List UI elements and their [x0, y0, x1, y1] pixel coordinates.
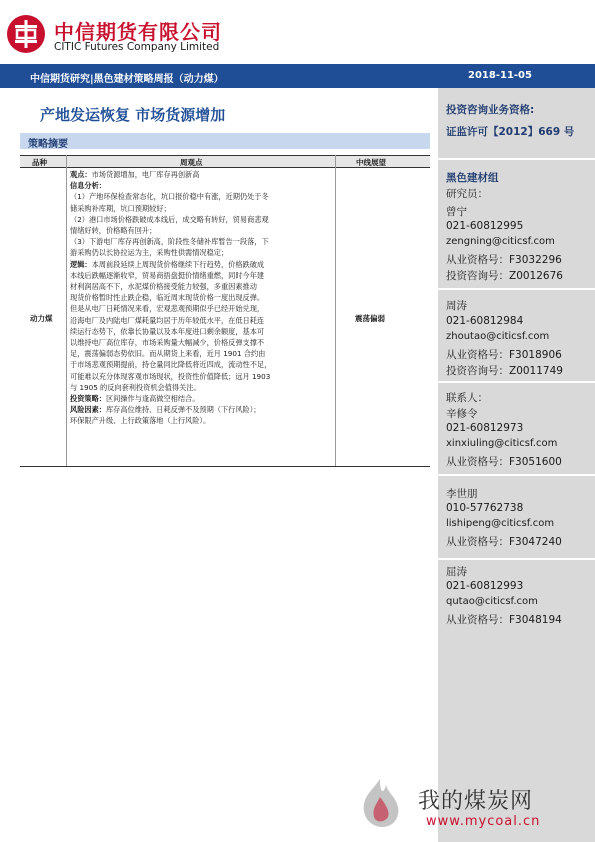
contact-cert: 从业资格号：F3047240	[446, 536, 562, 548]
sidebar	[438, 88, 595, 842]
weekly-view-line-text: 现货价格暂时性止跌企稳，临近周末现货价格一度出现反弹。	[70, 293, 265, 303]
weekly-view-line-text: （3）下游电厂库存再创新高，阶段性冬储补库暂告一段落，下	[70, 237, 269, 247]
report-date: 2018-11-05	[468, 70, 532, 81]
weekly-view-line-text: 于市场悲观预期提前，持仓量同比降低将近四成，流动性不足，	[70, 360, 272, 370]
column-header-weekly-view: 周观点	[180, 158, 203, 167]
weekly-view-line-text: 市场货源增加，电厂库存再创新高	[91, 170, 200, 179]
weekly-view-line	[70, 192, 269, 201]
weekly-view-line	[70, 304, 264, 313]
weekly-view-line	[70, 226, 156, 235]
researcher-cert: 从业资格号：F3018906	[446, 349, 562, 361]
column-header-variety: 品种	[32, 158, 47, 167]
weekly-view-line-text: （1）产地环保检查常态化，坑口报价稳中有涨，近期仍处于冬	[70, 192, 269, 202]
sidebar-divider	[438, 474, 595, 476]
weekly-view-line-text: 本线后跌幅逐渐收窄，贸易商捂盘挺价情绪重燃，同时今年建	[70, 270, 265, 280]
weekly-view-line	[70, 338, 264, 347]
weekly-view-line	[70, 181, 106, 190]
weekly-view-line-text: 足，震荡偏弱态势依旧。而从期货上来看，近月 1901 合约由	[70, 349, 266, 359]
weekly-view-line	[70, 416, 210, 425]
citic-logo-icon	[6, 14, 46, 54]
researcher-invest-cert: 投资咨询号：Z0012676	[446, 270, 563, 282]
contact-name: 辛修令	[446, 408, 478, 420]
weekly-view-line-text: 但是从电厂日耗情况来看，宏观悲观预期似乎已经开始兑现，	[70, 304, 265, 314]
contact-phone: 021-60812973	[446, 422, 524, 434]
weekly-view-line-text: （2）港口市场价格跌破成本线后，成交略有转好，贸易商悲观	[70, 214, 269, 224]
weekly-view-line	[70, 383, 201, 392]
coal-flame-watermark-icon	[350, 775, 410, 830]
weekly-view-line	[70, 237, 269, 246]
contact-email[interactable]: xinxiuling@citicsf.com	[446, 438, 558, 449]
weekly-view-line	[70, 248, 228, 257]
weekly-view-line	[70, 349, 265, 358]
group-name: 黑色建材组	[446, 172, 499, 184]
weekly-view-line-label: 风险因素：	[70, 405, 106, 415]
researcher-name: 周涛	[446, 300, 467, 312]
weekly-view-line	[70, 293, 264, 302]
weekly-view-line	[70, 360, 271, 369]
researcher-phone: 021-60812984	[446, 315, 524, 327]
researcher-email[interactable]: zengning@citicsf.com	[446, 236, 555, 247]
report-header-bar	[0, 64, 595, 88]
sidebar-divider	[438, 558, 595, 560]
contact-cert: 从业资格号：F3048194	[446, 614, 562, 626]
contact-email[interactable]: qutao@citicsf.com	[446, 596, 538, 607]
column-header-outlook: 中线展望	[356, 158, 386, 167]
weekly-view-line	[70, 316, 264, 325]
weekly-view-line-text: 续运行态势下，依靠长协量以及本年度进口剩余额度，基本可	[70, 326, 265, 336]
researcher-invest-cert: 投资咨询号：Z0011749	[446, 365, 563, 377]
section-header	[20, 133, 430, 149]
company-name-cn: 中信期货有限公司	[54, 20, 222, 44]
weekly-view-line-label: 投资策略：	[70, 394, 106, 403]
contact-label: 联系人：	[446, 392, 488, 404]
weekly-view-line	[70, 282, 257, 291]
weekly-view-line-text: 情绪好转，价格略有回升；	[70, 226, 157, 235]
weekly-view-line	[70, 170, 199, 179]
researcher-cert: 从业资格号：F3032296	[446, 254, 562, 266]
watermark-url: www.mycoal.cn	[426, 814, 541, 829]
weekly-view-line	[70, 215, 269, 224]
contact-email[interactable]: lishipeng@citicsf.com	[446, 518, 555, 529]
weekly-view-line-text: 与 1905 的反向套利投资机会值得关注。	[70, 382, 201, 392]
weekly-view-line-text: 可能难以充分体现客观市场现状，投资性价值降低；远月 1903	[70, 371, 271, 381]
table-body	[20, 168, 430, 467]
weekly-view-line-label: 信息分析：	[70, 181, 106, 191]
company-logo	[6, 10, 306, 58]
weekly-view-line	[70, 372, 270, 381]
contact-name: 李世朋	[446, 488, 478, 500]
weekly-view-line	[70, 204, 171, 213]
company-name-en: CITIC Futures Company Limited	[54, 41, 220, 53]
outlook-cell: 震荡偏弱	[355, 314, 385, 323]
weekly-view-line-text: 库存高位维持、日耗反弹不及预期（下行风险）；	[105, 405, 261, 415]
weekly-view-line-text: 以维持电厂高位库存，市场采购量大幅减少，价格反弹支撑不	[70, 338, 265, 347]
weekly-view-line-text: 区间操作与逢高做空相结合。	[105, 394, 200, 403]
qualification-label: 投资咨询业务资格:	[446, 104, 535, 116]
weekly-view-line	[70, 327, 264, 336]
weekly-view-line-text: 储采购补库期，坑口预期较好；	[70, 203, 171, 213]
contact-cert: 从业资格号：F3051600	[446, 456, 562, 468]
weekly-view-line-label: 观点：	[70, 170, 92, 179]
weekly-view-line	[70, 260, 264, 269]
contact-phone: 021-60812993	[446, 580, 524, 592]
researcher-phone: 021-60812995	[446, 220, 524, 232]
weekly-view-line-text: 材利润居高不下，水泥煤价格接受能力较强，多重因素推动	[70, 282, 257, 291]
weekly-view-line	[70, 405, 260, 414]
weekly-view-line-label: 逻辑：	[70, 259, 92, 269]
researcher-name: 曾宁	[446, 206, 467, 218]
qualification-value: 证监许可【2012】669 号	[446, 126, 575, 138]
sidebar-divider	[438, 381, 595, 383]
weekly-view-line-text: 环保限产升级、上行政策落地（上行风险）。	[70, 416, 211, 426]
weekly-view-line-text: 沿海电厂及内陆电厂煤耗量均居于历年较低水平，在低日耗连	[70, 315, 265, 325]
weekly-view-line	[70, 271, 264, 280]
variety-cell: 动力煤	[30, 314, 53, 323]
report-series: 中信期货研究|黑色建材策略周报（动力煤）	[30, 74, 224, 85]
researcher-email[interactable]: zhoutao@citicsf.com	[446, 331, 550, 342]
contact-phone: 010-57762738	[446, 502, 524, 514]
researcher-label: 研究员：	[446, 188, 488, 200]
watermark-text: 我的煤炭网	[418, 789, 534, 814]
report-title: 产地发运恢复 市场货源增加	[40, 106, 226, 124]
contact-name: 屈涛	[446, 566, 467, 578]
weekly-view-line-text: 本周前段延续上周现货价格继续下行趋势，价格跌破成	[91, 259, 265, 269]
section-title: 策略摘要	[28, 139, 68, 150]
table-header	[20, 155, 430, 168]
weekly-view-line	[70, 394, 199, 403]
sidebar-divider	[438, 288, 595, 290]
weekly-view-line-text: 游采购仍以长协拉运为主，采购性供需情况稳定；	[70, 248, 229, 258]
sidebar-divider	[438, 158, 595, 160]
